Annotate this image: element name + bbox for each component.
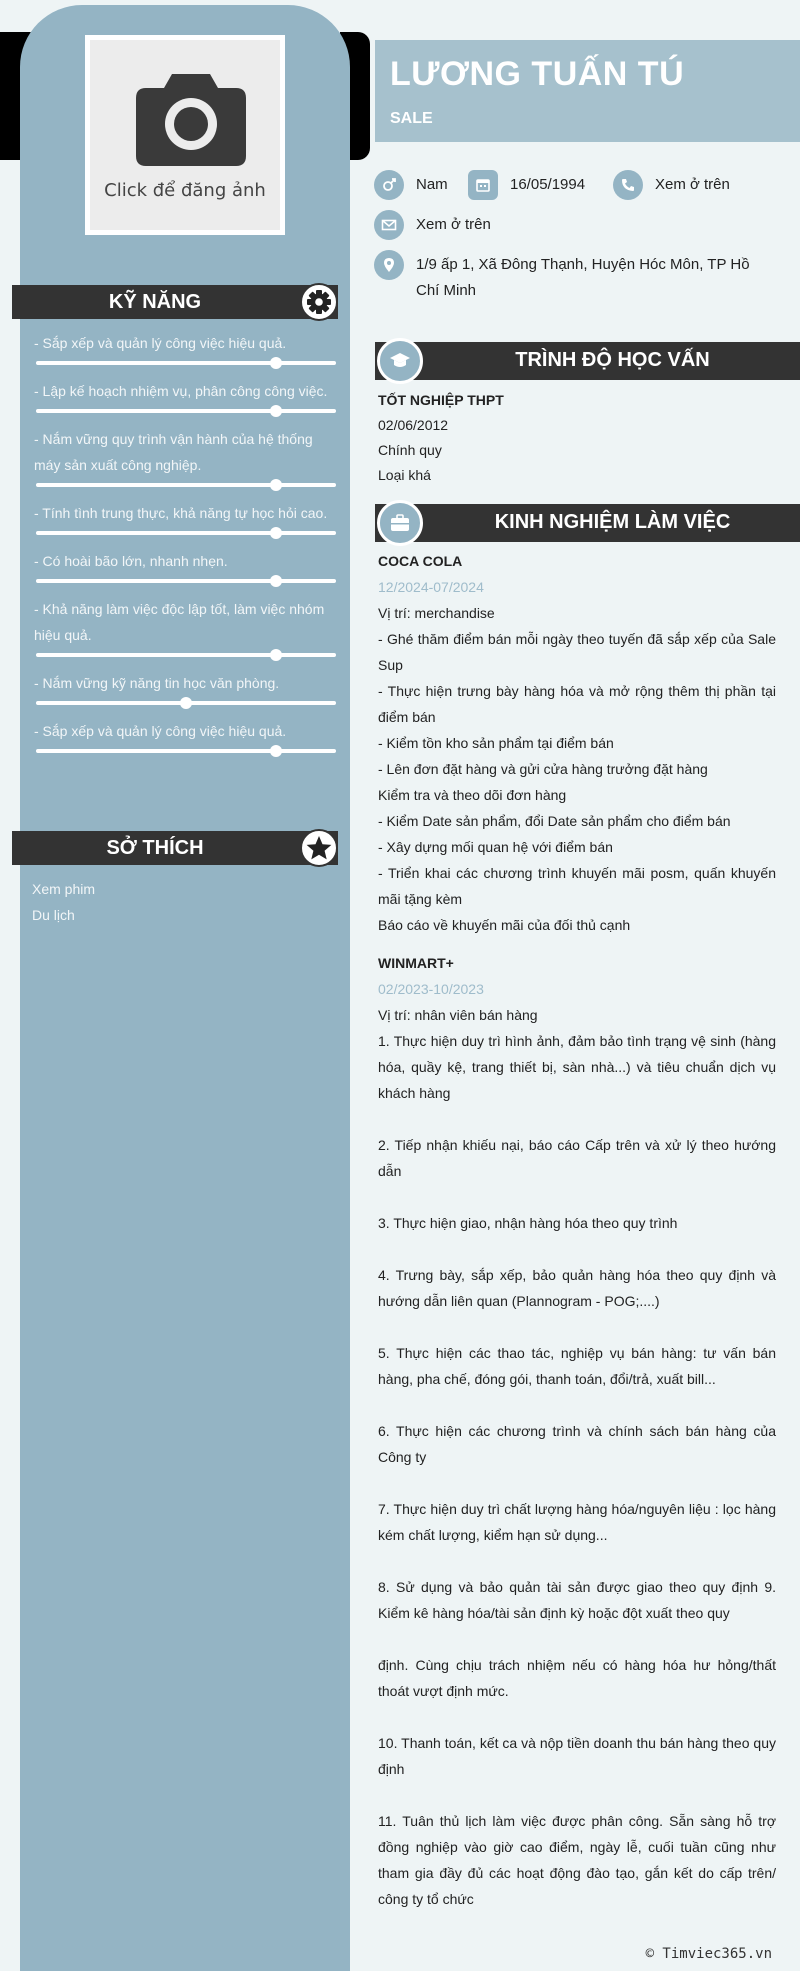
education-date: 02/06/2012 bbox=[378, 417, 449, 433]
full-name: LƯƠNG TUẤN TÚ bbox=[390, 55, 685, 93]
skill-level-handle bbox=[270, 405, 282, 417]
skill-text: - Nắm vững kỹ năng tin học văn phòng. bbox=[34, 675, 280, 691]
footer-credit: © Timviec365.vn bbox=[645, 1946, 772, 1962]
gender-info bbox=[374, 170, 448, 200]
calendar-icon bbox=[468, 170, 498, 200]
education-grade: Loại khá bbox=[378, 467, 431, 483]
birthday-info bbox=[468, 170, 585, 200]
skills-header bbox=[12, 285, 338, 319]
skill-text: - Nắm vững quy trình vận hành của hệ thống máy sản xuất công nghiệp. bbox=[34, 431, 313, 473]
skill-level-handle bbox=[270, 745, 282, 757]
skill-text: - Khả năng làm việc độc lập tốt, làm việc nhóm hiệu quả. bbox=[34, 601, 325, 643]
skill-level-handle bbox=[270, 527, 282, 539]
skill-item bbox=[34, 670, 340, 705]
hobbies-title: SỞ THÍCH bbox=[106, 837, 204, 859]
mail-icon bbox=[374, 210, 404, 240]
photo-caption: Click để đăng ảnh bbox=[104, 180, 266, 201]
skill-level-bar bbox=[36, 409, 336, 413]
skill-text: - Sắp xếp và quản lý công việc hiệu quả. bbox=[34, 723, 287, 739]
job-period: 12/2024-07/2024 bbox=[378, 579, 484, 595]
camera-icon bbox=[134, 68, 248, 168]
experience-title: KINH NGHIỆM LÀM VIỆC bbox=[494, 511, 731, 533]
skill-level-bar bbox=[36, 701, 336, 705]
skill-level-handle bbox=[270, 357, 282, 369]
skill-item bbox=[34, 426, 340, 487]
skill-level-handle bbox=[270, 575, 282, 587]
skill-item bbox=[34, 596, 340, 657]
skill-level-handle bbox=[180, 697, 192, 709]
experience-header bbox=[375, 504, 800, 542]
job-company: WINMART+ bbox=[378, 955, 454, 971]
job-period: 02/2023-10/2023 bbox=[378, 981, 484, 997]
job-entry bbox=[378, 950, 776, 1912]
job-description: Vị trí: nhân viên bán hàng 1. Thực hiện duy trì hình ảnh, đảm bảo tình trạng vệ sinh (hàng hóa, quầy kệ, trang thiết bị, sàn nhà...) và tiêu chuẩn dịch vụ khách hàng 2. Tiếp nhận khiếu nại, báo cáo Cấp trên và xử lý theo hướng dẫn 3. Thực hiện giao, nhận hàng hóa theo quy trình 4. Trưng bày, sắp xếp, bảo quản hàng hóa theo quy định và hướng dẫn liên quan (Plannogram - POG;....) 5. Thực hiện các thao tác, nghiệp vụ bán hàng: tư vấn bán hàng, pha chế, đóng gói, thanh toán, đổi/trả, xuất bill... 6. Thực hiện các chương trình và chính sách bán hàng của Công ty 7. Thực hiện duy trì chất lượng hàng hóa/nguyên liệu : lọc hàng kém chất lượng, kiểm hạn sử dụng... 8. Sử dụng và bảo quản tài sản được giao theo quy định 9. Kiểm kê hàng hóa/tài sản định kỳ hoặc đột xuất theo quy định. Cùng chịu trách nhiệm nếu có hàng hóa hư hỏng/thất thoát vượt định mức. 10. Thanh toán, kết ca và nộp tiền doanh thu bán hàng theo quy định 11. Tuân thủ lịch làm việc được phân công. Sẵn sàng hỗ trợ đồng nghiệp vào giờ cao điểm, ngày lễ, cuối tuần cũng như tham gia đầy đủ các hoạt động đào tạo, gắn kết do cấp trên/ công ty tổ chức bbox=[378, 1007, 776, 1907]
graduation-cap-icon bbox=[377, 338, 423, 384]
hobbies-header bbox=[12, 831, 338, 865]
gender-value: Nam bbox=[416, 176, 448, 193]
skill-level-bar bbox=[36, 579, 336, 583]
skill-level-handle bbox=[270, 649, 282, 661]
phone-info bbox=[613, 170, 730, 200]
education-header bbox=[375, 342, 800, 380]
name-banner bbox=[375, 40, 800, 142]
email-info bbox=[374, 210, 491, 240]
photo-upload[interactable] bbox=[85, 35, 285, 235]
skill-item bbox=[34, 330, 340, 365]
skill-item bbox=[34, 548, 340, 583]
education-title: TRÌNH ĐỘ HỌC VẤN bbox=[515, 349, 710, 371]
skill-text: - Có hoài bão lớn, nhanh nhẹn. bbox=[34, 553, 228, 569]
hobbies-list bbox=[32, 876, 95, 928]
skill-level-bar bbox=[36, 653, 336, 657]
hobby-item: Xem phim bbox=[32, 881, 96, 897]
skill-level-handle bbox=[270, 479, 282, 491]
skill-text: - Tính tình trung thực, khả năng tự học hỏi cao. bbox=[34, 505, 328, 521]
skill-text: - Lập kế hoạch nhiệm vụ, phân công công việc. bbox=[34, 383, 328, 399]
skills-list bbox=[34, 330, 340, 766]
skill-item bbox=[34, 378, 340, 413]
skill-level-bar bbox=[36, 483, 336, 487]
hobby-item: Du lịch bbox=[32, 907, 75, 923]
skill-level-bar bbox=[36, 749, 336, 753]
skill-text: - Sắp xếp và quản lý công việc hiệu quả. bbox=[34, 335, 287, 351]
education-type: Chính quy bbox=[378, 442, 442, 458]
skill-item bbox=[34, 718, 340, 753]
job-role: SALE bbox=[390, 110, 433, 127]
gender-icon bbox=[374, 170, 404, 200]
skill-level-bar bbox=[36, 361, 336, 365]
address-info bbox=[374, 250, 774, 304]
skill-item bbox=[34, 500, 340, 535]
job-entry bbox=[378, 548, 776, 938]
skills-title: KỸ NĂNG bbox=[108, 291, 202, 313]
phone-icon bbox=[613, 170, 643, 200]
location-pin-icon bbox=[374, 250, 404, 280]
birthday-value: 16/05/1994 bbox=[510, 176, 586, 193]
phone-value: Xem ở trên bbox=[655, 176, 730, 193]
job-company: COCA COLA bbox=[378, 553, 463, 569]
education-content bbox=[378, 388, 778, 488]
gear-icon bbox=[300, 283, 338, 321]
address-value: 1/9 ấp 1, Xã Đông Thạnh, Huyện Hóc Môn, TP Hồ Chí Minh bbox=[416, 256, 750, 299]
job-description: Vị trí: merchandise - Ghé thăm điểm bán mỗi ngày theo tuyến đã sắp xếp của Sale Sup - Thực hiện trưng bày hàng hóa và mở rộng thêm thị phần tại điểm bán - Kiểm tồn kho sản phẩm tại điểm bán - Lên đơn đặt hàng và gửi cửa hàng trưởng đặt hàng Kiểm tra và theo dõi đơn hàng - Kiểm Date sản phẩm, đổi Date sản phẩm cho điểm bán - Xây dựng mối quan hệ với điểm bán - Triển khai các chương trình khuyến mãi posm, quấn khuyến mãi tặng kèm Báo cáo về khuyến mãi của đối thủ cạnh bbox=[378, 605, 776, 933]
briefcase-icon bbox=[377, 500, 423, 546]
skill-level-bar bbox=[36, 531, 336, 535]
star-icon bbox=[300, 829, 338, 867]
email-value: Xem ở trên bbox=[416, 216, 491, 233]
education-degree: TỐT NGHIỆP THPT bbox=[378, 392, 504, 408]
